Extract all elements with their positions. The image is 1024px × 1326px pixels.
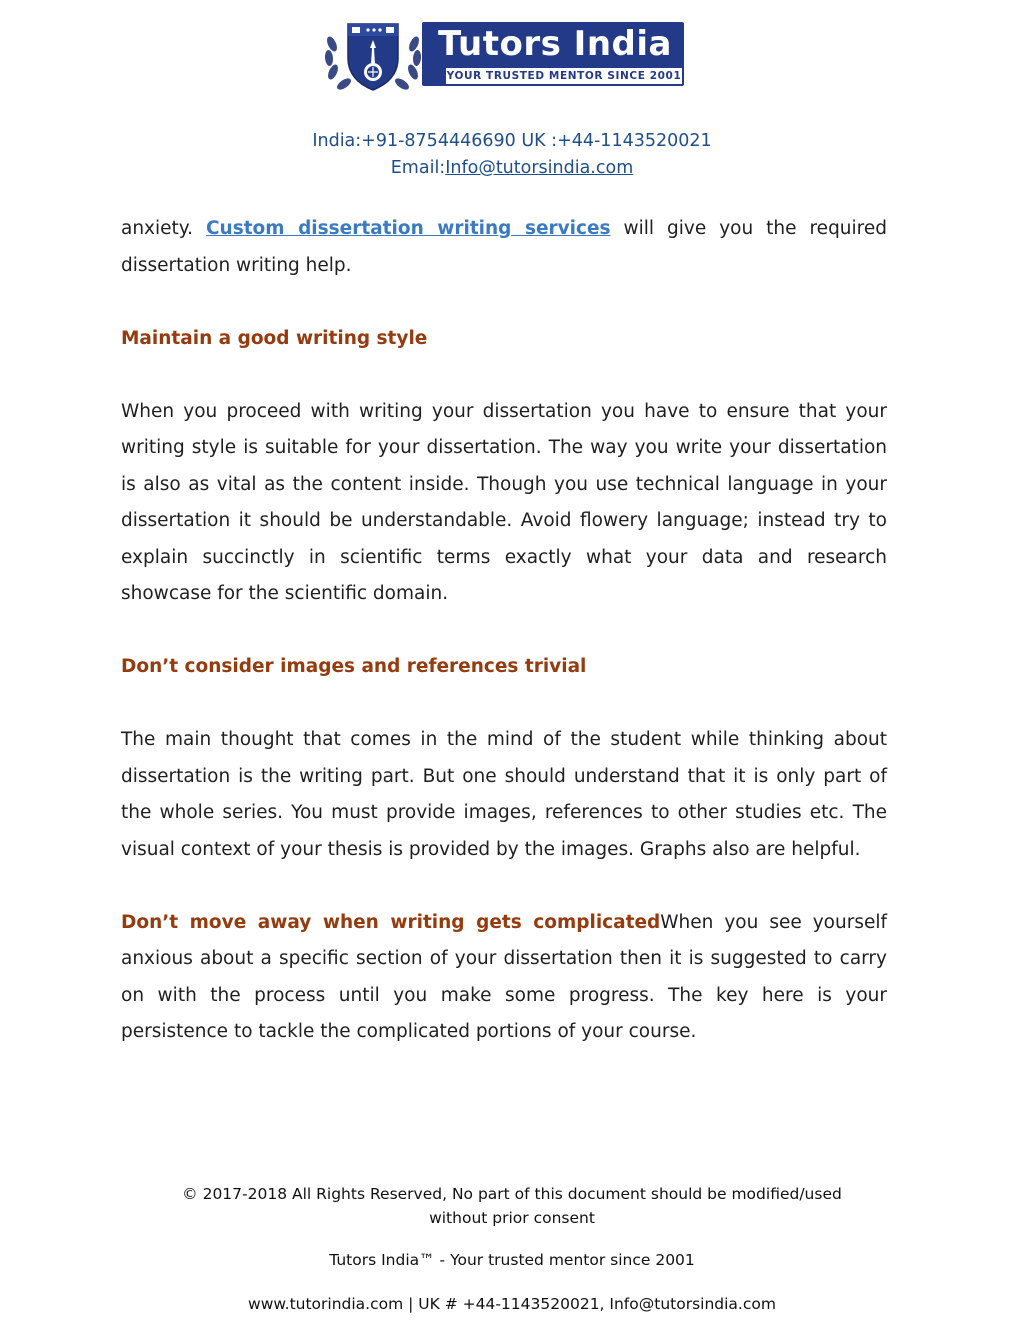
email-line xyxy=(0,155,1024,182)
brand-name: Tutors India xyxy=(438,24,672,64)
spacer xyxy=(121,868,887,905)
intro-suffix: will give you the required dissertation writing help. xyxy=(121,218,887,276)
intro-paragraph xyxy=(121,211,887,284)
brand-box xyxy=(422,22,684,86)
section-text-complicated: When you see yourself anxious about a specific section of your dissertation then it is suggested to carry on with the process until you make some progress. The key here is your persistence to tackle the complicated portions of your course. xyxy=(121,911,887,1042)
intro-prefix: anxiety. xyxy=(121,218,206,239)
spacer xyxy=(121,686,887,723)
spacer xyxy=(121,357,887,394)
footer-copyright xyxy=(0,1182,1024,1230)
custom-dissertation-link[interactable]: Custom dissertation writing services xyxy=(205,218,611,239)
phone-numbers: India:+91-8754446690 UK :+44-1143520021 xyxy=(312,131,712,151)
email-label: Email: xyxy=(390,158,446,178)
brand-tagline: YOUR TRUSTED MENTOR SINCE 2001 xyxy=(446,70,682,82)
tutors-india-logo xyxy=(318,14,698,96)
section-complicated-paragraph xyxy=(121,905,887,1051)
section-text-writing-style: When you proceed with writing your dissertation you have to ensure that your writing style is suitable for your dissertation. The way you write your dissertation is also as vital as the content inside. Though you use technical language in your dissertation it should be understandable. Avoid flowery language; instead try to explain succinctly in scientific terms exactly what your data and research showcase for the scientific domain. xyxy=(121,400,887,604)
copyright-line-1: © 2017-2018 All Rights Reserved, No part of this document should be modified/used xyxy=(182,1185,842,1203)
spacer xyxy=(121,613,887,650)
section-heading-images-references: Don’t consider images and references trivial xyxy=(121,656,587,677)
document-body xyxy=(121,211,887,1051)
spacer xyxy=(121,284,887,321)
header-contact xyxy=(0,128,1024,182)
footer-trademark: Tutors India™ - Your trusted mentor since 2001 xyxy=(329,1251,695,1269)
email-link[interactable]: Info@tutorsindia.com xyxy=(445,158,634,178)
crest-emblem-icon xyxy=(318,14,428,96)
section-text-images-references: The main thought that comes in the mind of the student while thinking about dissertation is the writing part. But one should understand that it is only part of the whole series. You must provide images, references to other studies etc. The visual context of your thesis is provided by the images. Graphs also are helpful. xyxy=(121,729,887,860)
section-heading-writing-style: Maintain a good writing style xyxy=(121,327,428,349)
section-heading-complicated: Don’t move away when writing gets complicated xyxy=(121,911,661,933)
footer-contacts: www.tutorindia.com | UK # +44-1143520021, Info@tutorsindia.com xyxy=(248,1295,776,1313)
copyright-line-2: without prior consent xyxy=(429,1209,595,1227)
